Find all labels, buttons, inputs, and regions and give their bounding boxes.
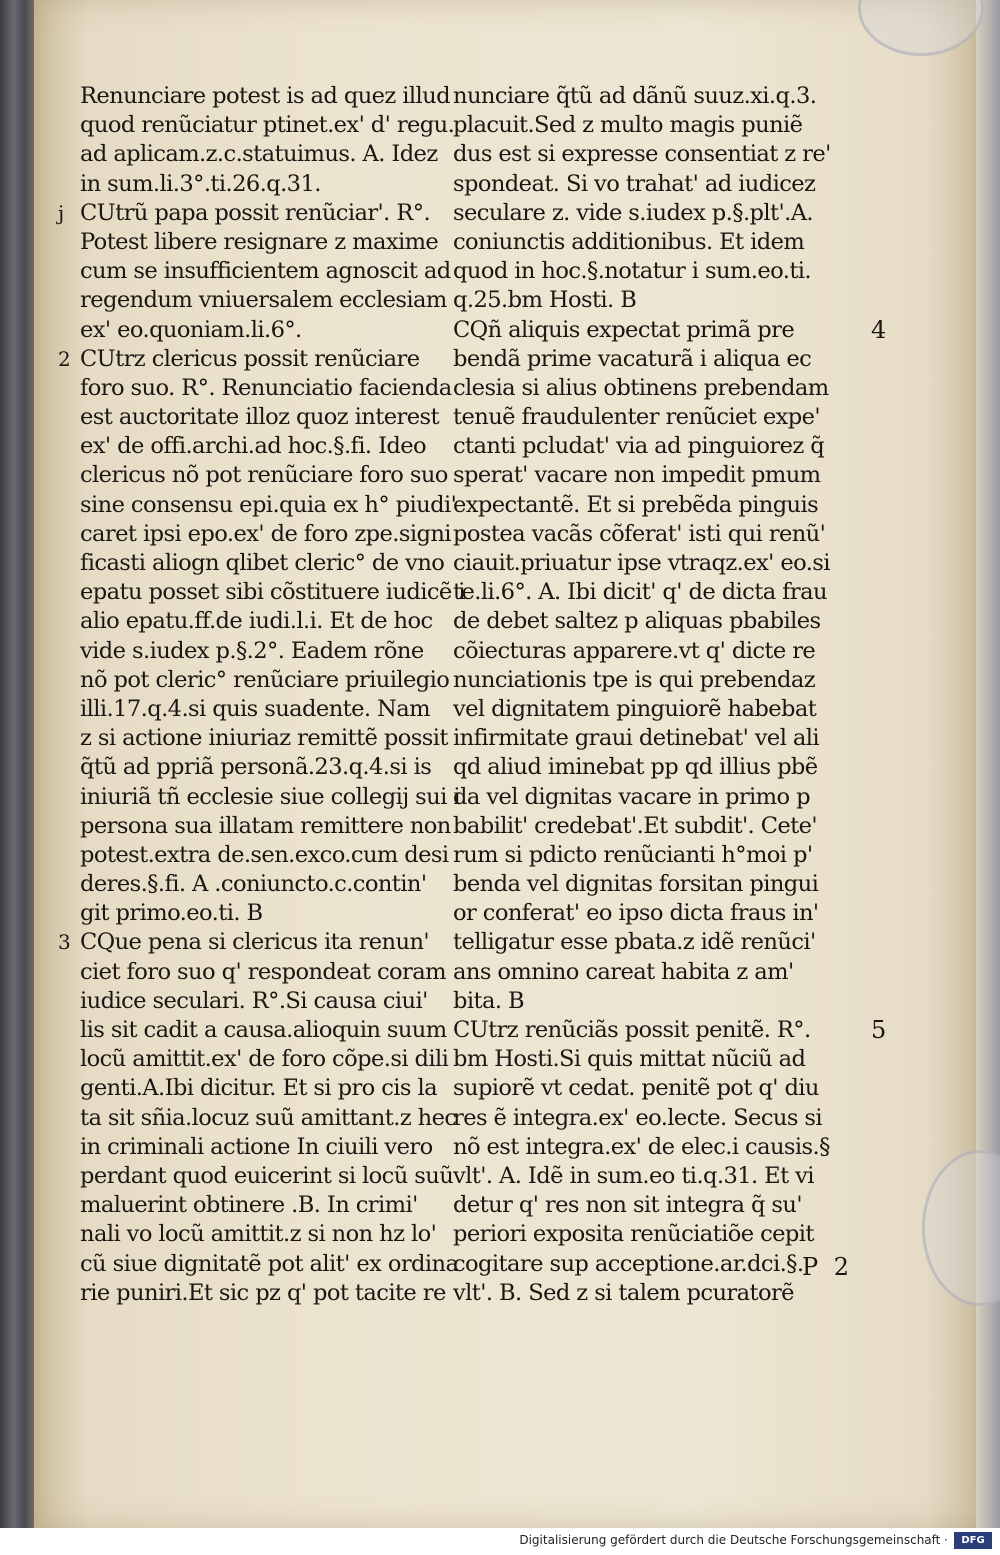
dfg-logo: DFG <box>954 1532 992 1549</box>
text-line: te.li.6°. A. Ibi dicit' q' de dicta frau <box>453 579 827 606</box>
text-line: res ẽ integra.ex' eo.lecte. Secus si <box>453 1104 823 1131</box>
text-line: quod in hoc.§.notatur i sum.eo.ti. <box>453 258 812 285</box>
text-line: CUtrz clericus possit renũciare 2 <box>80 345 452 374</box>
text-line: spondeat. Si vo trahat' ad iudicez <box>453 170 816 197</box>
right-text-column <box>453 82 886 1308</box>
text-line: coniunctis additionibus. Et idem <box>453 228 805 255</box>
text-line: clesia si alius obtinens prebendam <box>453 374 829 401</box>
text-line: lis sit cadit a causa.alioquin suum <box>80 1017 447 1043</box>
text-line: nõ est integra.ex' de elec.i causis.§ <box>453 1133 830 1160</box>
text-line: epatu posset sibi cõstituere iudicẽ i <box>80 579 465 606</box>
text-line: bita. B <box>453 987 525 1014</box>
footer-bar <box>0 1528 1000 1555</box>
left-text-column <box>58 82 465 1308</box>
text-line: vide s.iudex p.§.2°. Eadem rõne <box>80 637 424 664</box>
text-line: ex' de offi.archi.ad hoc.§.fi. Ideo <box>80 433 427 460</box>
text-line: CQñ aliquis expectat primã pre 4 <box>453 315 886 344</box>
text-line: seculare z. vide s.iudex p.§.plt'.A. <box>453 199 813 226</box>
text-line: in sum.li.3°.ti.26.q.31. <box>80 170 321 197</box>
text-line: bm Hosti.Si quis mittat nũciũ ad <box>453 1046 806 1073</box>
text-line: nunciationis tpe is qui prebendaz <box>453 666 816 693</box>
text-line: iudice seculari. R°.Si causa ciui' <box>80 987 428 1014</box>
text-line: genti.A.Ibi dicitur. Et si pro cis la <box>80 1075 438 1102</box>
text-line: qd aliud iminebat pp qd illius pbẽ <box>453 754 818 781</box>
text-line: rie puniri.Et sic pz q' pot tacite re <box>80 1279 446 1306</box>
text-line: potest.extra de.sen.exco.cum desi <box>80 841 449 868</box>
text-line: deres.§.fi. A .coniuncto.c.contin' <box>80 871 427 898</box>
text-line: Renunciare potest is ad quez illud <box>80 83 450 109</box>
text-line: sperat' vacare non impedit pmum <box>453 462 821 489</box>
text-line: git primo.eo.ti. B <box>80 900 263 927</box>
text-line: vel dignitatem pinguiorẽ habebat <box>453 695 817 722</box>
text-line: z si actione iniuriaz remittẽ possit <box>80 725 448 752</box>
text-line: benda vel dignitas forsitan pingui <box>453 871 819 898</box>
margin-number: 2 <box>58 346 71 371</box>
text-line: rum si pdicto renũcianti h°moi p' <box>453 841 813 868</box>
margin-number: j <box>58 200 64 225</box>
text-line: q.25.bm Hosti. B <box>453 287 637 314</box>
text-line: q̃tũ ad ppriã personã.23.q.4.si is <box>80 754 432 781</box>
text-line: perdant quod euicerint si locũ suũ <box>80 1162 454 1189</box>
text-line: de debet saltez p aliquas pbabiles <box>453 608 821 635</box>
text-line: dus est si expresse consentiat z re' <box>453 141 831 168</box>
text-line: ex' eo.quoniam.li.6°. <box>80 316 302 343</box>
text-line: CQue pena si clericus ita renun' 3 <box>80 928 452 957</box>
text-line: infirmitate graui detinebat' vel ali <box>453 725 820 752</box>
text-line: ciet foro suo q' respondeat coram <box>80 958 446 985</box>
text-line: bendã prime vacaturã i aliqua ec <box>453 345 812 372</box>
text-line: ta sit sñia.locuz suũ amittant.z hec <box>80 1104 457 1131</box>
text-line: CUtrũ papa possit renũciar'. R°. j <box>80 199 452 228</box>
text-line: ans omnino careat habita z am' <box>453 958 794 985</box>
text-line: iniuriã tñ ecclesie siue collegij sui i <box>80 783 460 810</box>
text-line: illi.17.q.4.si quis suadente. Nam <box>80 695 430 722</box>
text-line: est auctoritate illoz quoz interest <box>80 404 439 431</box>
text-line: cũ siue dignitatẽ pot alit' ex ordina <box>80 1250 459 1277</box>
text-line: vlt'. A. Idẽ in sum.eo ti.q.31. Et vi <box>453 1162 814 1189</box>
text-line: detur q' res non sit integra q̃ su' <box>453 1192 802 1219</box>
margin-number: 3 <box>58 930 71 955</box>
text-line: cum se insufficientem agnoscit ad <box>80 258 451 285</box>
text-line: placuit.Sed z multo magis puniẽ <box>453 112 803 139</box>
text-line: quod renũciatur ptinet.ex' d' regu. <box>80 112 455 139</box>
margin-number: 4 <box>871 315 886 344</box>
text-line: alio epatu.ff.de iudi.l.i. Et de hoc <box>80 608 433 635</box>
text-line: telligatur esse pbata.z idẽ renũci' <box>453 929 816 956</box>
text-line: nunciare q̃tũ ad dãnũ suuz.xi.q.3. <box>453 83 817 109</box>
text-line: da vel dignitas vacare in primo p <box>453 783 810 810</box>
text-line: vlt'. B. Sed z si talem pcuratorẽ <box>453 1279 794 1306</box>
text-line: maluerint obtinere .B. In crimi' <box>80 1192 418 1219</box>
text-line: cogitare sup acceptione.ar.dci.§. <box>453 1250 804 1277</box>
text-line: caret ipsi epo.ex' de foro zpe.signi <box>80 520 451 547</box>
text-line: or conferat' eo ipso dicta fraus in' <box>453 900 819 927</box>
text-line: regendum vniuersalem ecclesiam <box>80 287 447 314</box>
text-line: periori exposita renũciatiõe cepit <box>453 1221 814 1248</box>
text-line: nõ pot cleric° renũciare priuilegio <box>80 666 450 693</box>
text-line: babilit' credebat'.Et subdit'. Cete' <box>453 812 818 839</box>
text-line: in criminali actione In ciuili vero <box>80 1133 433 1160</box>
text-line: foro suo. R°. Renunciatio facienda <box>80 374 452 401</box>
signature-mark: P 2 <box>802 1253 854 1281</box>
text-line: Potest libere resignare z maxime <box>80 228 439 255</box>
text-line: sine consensu epi.quia ex h° piudi' <box>80 491 457 518</box>
footer-credit: Digitalisierung gefördert durch die Deutsche Forschungsgemeinschaft · <box>519 1533 948 1547</box>
text-line: ciauit.priuatur ipse vtraqz.ex' eo.si <box>453 550 830 576</box>
text-line: ad aplicam.z.c.statuimus. A. Idez <box>80 141 438 168</box>
text-line: locũ amittit.ex' de foro cõpe.si dili <box>80 1046 449 1073</box>
margin-number: 5 <box>871 1016 886 1044</box>
text-line: clericus nõ pot renũciare foro suo <box>80 462 448 489</box>
text-line: expectantẽ. Et si prebẽda pinguis <box>453 491 819 518</box>
text-line: ficasti aliogn qlibet cleric° de vno <box>80 550 445 576</box>
text-line: nali vo locũ amittit.z si non hz lo' <box>80 1221 437 1248</box>
text-line: ctanti pcludat' via ad pinguiorez q̃ <box>453 433 825 460</box>
text-line: tenuẽ fraudulenter renũciet expe' <box>453 404 821 431</box>
text-line: CUtrz renũciãs possit penitẽ. R°. 5 <box>453 1016 886 1044</box>
text-line: supiorẽ vt cedat. penitẽ pot q' diu <box>453 1075 819 1102</box>
text-line: postea vacãs cõferat' isti qui renũ' <box>453 520 826 547</box>
text-line: persona sua illatam remittere non <box>80 812 451 839</box>
text-line: cõiecturas apparere.vt q' dicte re <box>453 637 816 664</box>
